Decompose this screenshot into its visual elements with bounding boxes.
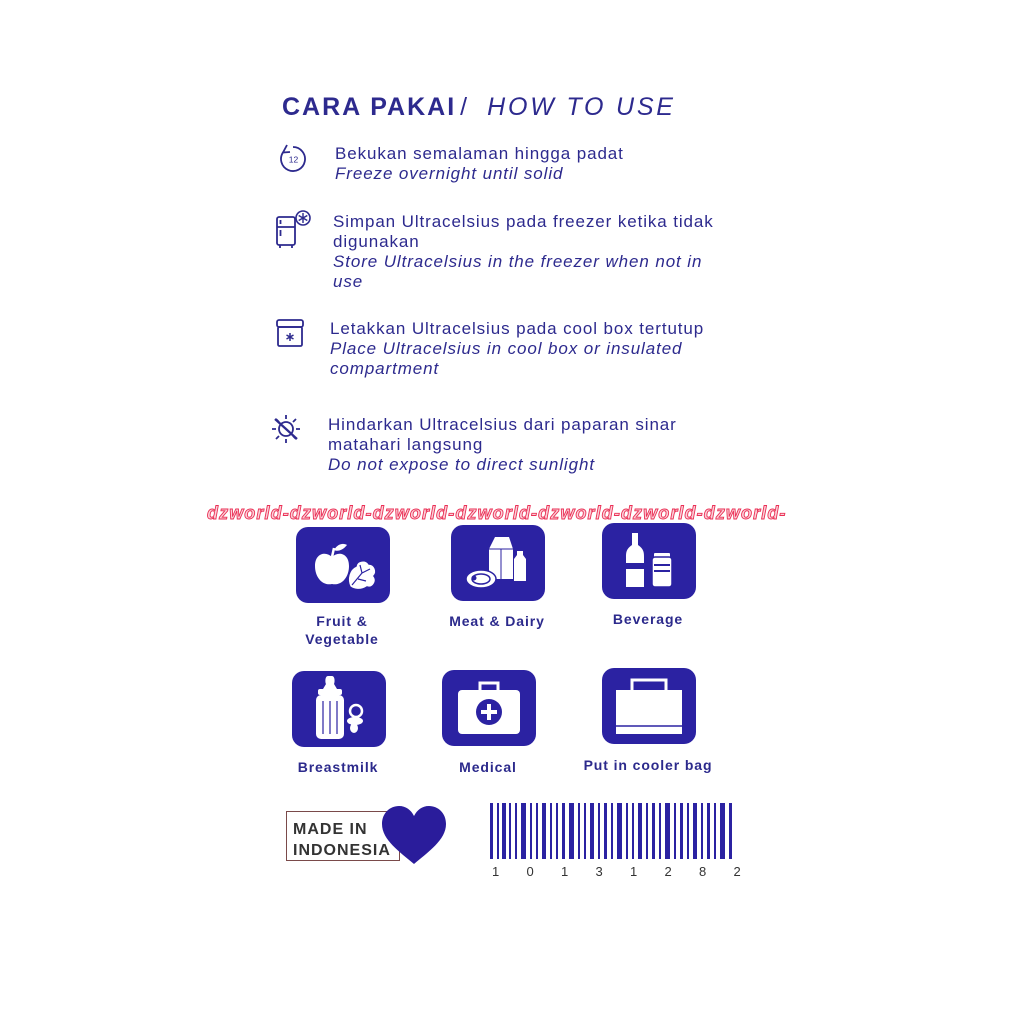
title-english: HOW TO USE [487,93,676,121]
barcode-bar [611,803,613,859]
barcode-bar [720,803,725,859]
clock-12-icon [277,143,309,178]
watermark-text: dzworld-dzworld-dzworld-dzworld-dzworld-dzworld-dzworld- [207,503,787,523]
fruit-vegetable-icon [296,527,390,603]
breastmilk-icon [292,671,386,747]
instruction-freeze [335,144,624,184]
barcode-bar [632,803,634,859]
barcode-digits [492,864,768,880]
category-label-medical [428,758,548,776]
barcode-bar [521,803,526,859]
category-label-line: Breastmilk [297,759,379,775]
instruction-sunlight [328,415,677,475]
category-label-line: Meat & Dairy [449,613,545,629]
barcode-bar [562,803,565,859]
instruction-english-line: Do not expose to direct sunlight [328,455,595,474]
no-sunlight-icon [270,413,302,450]
barcode-bar [729,803,732,859]
beverage-icon [602,523,696,599]
category-label-beverage [588,610,708,628]
instruction-english-line: use [333,272,364,291]
barcode-bar [626,803,628,859]
category-label-line: Put in cooler bag [583,757,713,773]
barcode-digit: 3 [595,864,603,879]
barcode-bar [509,803,511,859]
barcode-bar [515,803,517,859]
origin-line: MADE IN [293,821,368,838]
category-label-fruit-vegetable [282,612,402,648]
barcode-bar [530,803,532,859]
instruction-local-line: Hindarkan Ultracelsius dari paparan sinar [328,415,677,434]
cooler-bag-icon [602,668,696,744]
barcode-bar [638,803,642,859]
barcode-bar [674,803,676,859]
barcode-bar [617,803,622,859]
barcode-bar [598,803,600,859]
title-local: CARA PAKAI [282,93,457,121]
instruction-local-line: digunakan [333,232,420,251]
barcode-bar [569,803,574,859]
barcode-digit: 0 [526,864,534,879]
barcode-bar [659,803,661,859]
instruction-local-line: Letakkan Ultracelsius pada cool box tertutup [330,319,705,338]
barcode [490,803,736,859]
barcode-bar [680,803,683,859]
barcode-bar [687,803,689,859]
instruction-english-line: Place Ultracelsius in cool box or insulated [330,339,683,358]
barcode-bar [490,803,493,859]
page-title [282,91,676,123]
instruction-english-line: compartment [330,359,440,378]
barcode-bar [701,803,703,859]
category-label-cooler-bag [573,756,723,774]
barcode-bar [604,803,607,859]
instruction-english-line: Freeze overnight until solid [335,164,564,183]
instruction-store [333,212,714,292]
barcode-bar [536,803,538,859]
barcode-bar [652,803,655,859]
category-label-line: Fruit & [316,613,368,629]
barcode-bar [502,803,506,859]
category-label-meat-dairy [427,612,567,630]
barcode-bar [665,803,670,859]
barcode-digit: 1 [492,864,500,879]
barcode-digit: 2 [664,864,672,879]
barcode-bar [497,803,499,859]
medical-icon [442,670,536,746]
barcode-bar [542,803,546,859]
clock-icon-number: 12 [288,154,299,165]
meat-dairy-icon [451,525,545,601]
barcode-bar [707,803,710,859]
barcode-bar [714,803,716,859]
title-separator: / [460,93,468,121]
category-label-line: Vegetable [305,631,379,647]
category-label-line: Medical [459,759,517,775]
origin-line: INDONESIA [293,842,391,859]
barcode-bar [578,803,580,859]
category-label-line: Beverage [612,611,684,627]
barcode-bar [693,803,697,859]
instruction-local-line: matahari langsung [328,435,484,454]
origin-text [293,819,391,861]
barcode-digit: 1 [561,864,569,879]
instruction-cool-box [330,319,704,379]
cool-box-icon [274,317,306,354]
barcode-bar [550,803,552,859]
instruction-local-line: Bekukan semalaman hingga padat [335,144,624,163]
barcode-digit: 1 [630,864,638,879]
barcode-bar [556,803,558,859]
barcode-bar [646,803,648,859]
barcode-bar [584,803,586,859]
barcode-digit: 2 [733,864,741,879]
barcode-digit: 8 [699,864,707,879]
barcode-bar [590,803,594,859]
freezer-icon [274,209,314,254]
instruction-english-line: Store Ultracelsius in the freezer when not in [333,252,703,271]
heart-icon [380,804,448,868]
instruction-local-line: Simpan Ultracelsius pada freezer ketika tidak [333,212,714,231]
category-label-breastmilk [278,758,398,776]
